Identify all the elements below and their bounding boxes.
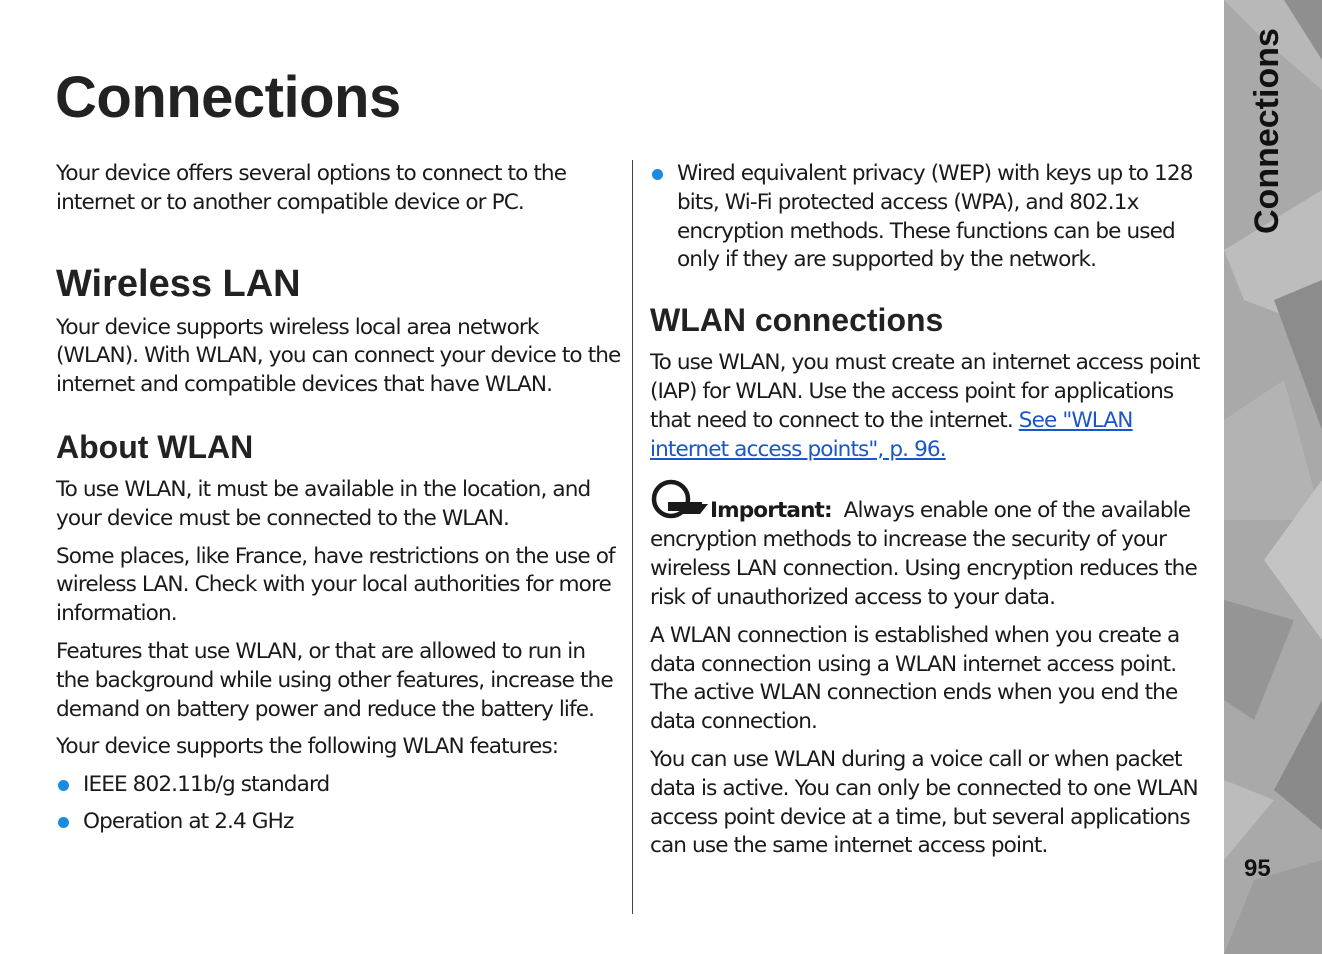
- about-wlan-paragraph-3: Features that use WLAN, or that are allowed to run in the background while using other features, increase the demand on battery power and reduce the battery life.: [56, 638, 613, 722]
- bullet-dot-icon: [58, 780, 69, 791]
- wlan-iap-link[interactable]: See "WLAN internet access points", p. 96.: [650, 407, 1133, 462]
- wlan-connections-paragraph-3: You can use WLAN during a voice call or when packet data is active. You can only be connected to one WLAN access point device at a time, but several applications can use the same internet access point.: [650, 746, 1198, 859]
- page-title: Connections: [55, 65, 401, 130]
- about-wlan-paragraph-4: Your device supports the following WLAN features:: [56, 734, 559, 760]
- about-wlan-paragraph-1: To use WLAN, it must be available in the location, and your device must be connected to the WLAN.: [56, 476, 591, 531]
- right-column: [650, 160, 1216, 870]
- list-item-text: IEEE 802.11b/g standard: [83, 772, 330, 798]
- important-note: [650, 482, 1216, 612]
- important-note-icon: [650, 478, 710, 522]
- about-wlan-heading: About WLAN: [56, 428, 254, 465]
- wireless-lan-paragraph: Your device supports wireless local area network (WLAN). With WLAN, you can connect your device to the internet and compatible devices that have WLAN.: [56, 314, 621, 398]
- list-item-text: Operation at 2.4 GHz: [83, 808, 294, 834]
- bullet-dot-icon: [58, 817, 69, 828]
- left-column: [56, 160, 622, 846]
- wlan-connections-text: To use WLAN, you must create an internet access point (IAP) for WLAN. Use the access point for applications that need to connect to the internet.: [650, 350, 1200, 433]
- bullet-dot-icon: [652, 169, 663, 180]
- list-item: [650, 160, 1216, 275]
- wlan-connections-heading: WLAN connections: [650, 302, 944, 339]
- important-label: Important:: [710, 498, 832, 524]
- list-item: [56, 771, 622, 800]
- wlan-features-list: [56, 771, 622, 837]
- intro-paragraph: Your device offers several options to connect to the internet or to another compatible device or PC.: [56, 161, 567, 215]
- about-wlan-paragraph-2: Some places, like France, have restrictions on the use of wireless LAN. Check with your local authorities for more information.: [56, 543, 615, 627]
- wlan-features-list-continued: [650, 160, 1216, 275]
- list-item: [56, 808, 622, 837]
- list-item-text: Wired equivalent privacy (WEP) with keys up to 128 bits, Wi-Fi protected access (WPA), and 802.1x encryption methods. These functions can be used only if they are supported by the network.: [677, 161, 1193, 273]
- chapter-side-label: Connections: [1248, 28, 1286, 234]
- important-text: Always enable one of the available encryption methods to increase the security of your wireless LAN connection. Using encryption reduces the risk of unauthorized access to your data.: [650, 498, 1197, 610]
- column-divider: [632, 160, 633, 914]
- wlan-connections-paragraph-1: [650, 349, 1216, 464]
- wireless-lan-heading: Wireless LAN: [56, 262, 301, 305]
- chapter-sidebar: [1224, 0, 1322, 954]
- wlan-connections-paragraph-2: A WLAN connection is established when you create a data connection using a WLAN internet access point. The active WLAN connection ends when you end the data connection.: [650, 622, 1180, 735]
- page-number: 95: [1244, 855, 1271, 882]
